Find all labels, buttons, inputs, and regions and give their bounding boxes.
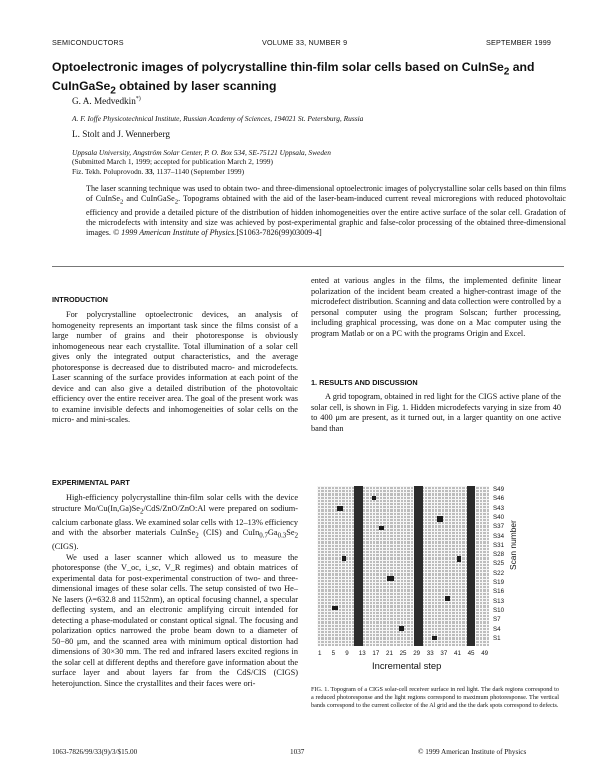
figure-caption: FIG. 1. Topogram of a CIGS solar-cell receiver surface in red light. The dark regions correspond to a reduced photoresponse and the light regions correspond to maximum photoresponse. The vertical bands correspond to the current collector of the Al grid and the the dark spots correspond to defects. bbox=[311, 686, 559, 709]
defect-spot bbox=[332, 606, 338, 610]
experimental-text bbox=[52, 493, 298, 689]
grid-line-horizontal bbox=[317, 544, 489, 545]
x-tick-label: 25 bbox=[399, 650, 407, 657]
y-tick-label: S43 bbox=[493, 504, 505, 512]
y-tick-label: S4 bbox=[493, 625, 501, 633]
affiliation-1: A. F. Ioffe Physicotechnical Institute, Russian Academy of Sciences, 194021 St. Petersburg, Russia bbox=[72, 114, 364, 123]
x-tick-label: 29 bbox=[413, 650, 421, 657]
introduction-heading: INTRODUCTION bbox=[52, 295, 108, 304]
x-tick-label: 21 bbox=[386, 650, 393, 657]
grid-line-horizontal bbox=[317, 569, 489, 570]
defect-spot bbox=[432, 636, 437, 640]
y-tick-label: S25 bbox=[493, 560, 505, 568]
grid-line-horizontal bbox=[317, 582, 489, 583]
affiliation-2: Uppsala University, Angström Solar Center, P. O. Box 534, SE-75121 Uppsala, Sweden bbox=[72, 148, 332, 157]
introduction-text: For polycrystalline optoelectronic devices, an analysis of homogeneity represents an important task since the films consist of a large number of grains and their photoresponse is obviously inhomogeneous near each crystallite. Total illumination of a solar cell gives only the integrated output characteristics, and the average photoresponse is decreased due to distributed macro- and microdefects. Laser scanning of the surface provides information at each point of the device and can also give a detailed distribution of the photovoltaic efficiency over the entire receiver area. The goal of the present work was to examine invisible defects and inhomogeneities of solar cells on the micro- and mini-scales. bbox=[52, 310, 298, 424]
grid-line-horizontal bbox=[317, 633, 489, 634]
grid-line-horizontal bbox=[317, 566, 489, 567]
grid-line-horizontal bbox=[317, 643, 489, 644]
x-tick-label: 13 bbox=[358, 650, 366, 657]
grid-line-horizontal bbox=[317, 624, 489, 625]
y-tick-label: S1 bbox=[493, 634, 501, 642]
abstract-divider bbox=[52, 266, 564, 267]
grid-line-horizontal bbox=[317, 528, 489, 529]
y-tick-label: S49 bbox=[493, 486, 505, 493]
grid-line-horizontal bbox=[317, 492, 489, 493]
grid-line-horizontal bbox=[317, 598, 489, 599]
grid-line-horizontal bbox=[317, 620, 489, 621]
x-tick-label: 5 bbox=[331, 650, 336, 657]
y-tick-label: S46 bbox=[493, 495, 505, 503]
y-tick-label: S22 bbox=[493, 569, 505, 577]
defect-spot bbox=[372, 496, 376, 500]
y-tick-label: S28 bbox=[493, 551, 505, 559]
grid-line-horizontal bbox=[317, 496, 489, 497]
grid-line-horizontal bbox=[317, 601, 489, 602]
grid-line-horizontal bbox=[317, 540, 489, 541]
right-column-continued-text: ented at various angles in the films, the implemented definite linear polarization of the incident beam created a higher-contrast image of the microdefect distribution. Scanning and data collection were controlled by a personal computer using the program Solscan; further processing, including graphical processing, was done on a Mac computer using the program Matlab or on a PC with the programs Origin and Excel. bbox=[311, 276, 561, 338]
grid-line-horizontal bbox=[317, 521, 489, 522]
grid-line-horizontal bbox=[317, 534, 489, 535]
grid-line-horizontal bbox=[317, 576, 489, 577]
footer-issn: 1063-7826/99/33(9)/3/$15.00 bbox=[52, 748, 138, 756]
experimental-paragraph-1: High-efficiency polycrystalline thin-film solar cells with the device structure $Mo/Cu(In,Ga)Se_2/CdS/ZnO/ZnO:Al$ were prepared on sodium-calcium carbonate glass. We examined solar cells with 12–13% efficiency and with the absorber materials CuInSe$_2$ (CIS) and $CuIn_{0.7}Ga_{0.3}Se_2$ (CIGS). bbox=[52, 493, 299, 552]
y-tick-label: S13 bbox=[493, 597, 505, 605]
citation: Fiz. Tekh. Poluprovodn. 33, 1137–1140 (September 1999) bbox=[72, 167, 245, 176]
grid-line-horizontal bbox=[317, 572, 489, 573]
experimental-heading: EXPERIMENTAL PART bbox=[52, 478, 130, 487]
x-tick-label: 9 bbox=[345, 650, 349, 657]
y-tick-label: S19 bbox=[493, 579, 505, 586]
grid-line-horizontal bbox=[317, 489, 489, 490]
volume-number: VOLUME 33, NUMBER 9 bbox=[262, 38, 348, 47]
defect-spot bbox=[379, 526, 384, 530]
defect-spot bbox=[445, 596, 450, 601]
grid-line-horizontal bbox=[317, 547, 489, 548]
y-tick-label: S34 bbox=[493, 532, 505, 540]
collector-band bbox=[414, 486, 423, 646]
grid-line-horizontal bbox=[317, 617, 489, 618]
grid-line-horizontal bbox=[317, 563, 489, 564]
defect-spot bbox=[337, 506, 343, 511]
grid-line-horizontal bbox=[317, 537, 489, 538]
x-axis-title: Incremental step bbox=[372, 660, 442, 671]
grid-line-horizontal bbox=[317, 585, 489, 586]
grid-line-horizontal bbox=[317, 636, 489, 637]
y-tick-label: S37 bbox=[493, 523, 505, 531]
grid-line-horizontal bbox=[317, 592, 489, 593]
paper-title: Optoelectronic images of polycrystalline thin-film solar cells based on CuInSe$_2$ and CuInGaSe$_2$ obtained by laser scanning bbox=[52, 60, 535, 97]
grid-line-horizontal bbox=[317, 608, 489, 609]
x-tick-label: 37 bbox=[440, 650, 448, 657]
x-tick-label: 33 bbox=[426, 650, 434, 657]
author-1: G. A. Medvedkin*) bbox=[72, 96, 141, 107]
grid-line-horizontal bbox=[317, 579, 489, 580]
y-axis-title: Scan number bbox=[508, 520, 518, 570]
grid-line-horizontal bbox=[317, 531, 489, 532]
grid-line-horizontal bbox=[317, 518, 489, 519]
grid-line-horizontal bbox=[317, 614, 489, 615]
grid-line-horizontal bbox=[317, 499, 489, 500]
defect-spot bbox=[387, 576, 394, 581]
x-tick-label: 1 bbox=[318, 650, 322, 657]
results-text: A grid topogram, obtained in red light for the CIGS active plane of the solar cell, is shown in Fig. 1. Hidden microdefects varying in size from 40 to 400 μm are present, as it turned out, in a larger quantity on one active band than bbox=[311, 392, 561, 433]
y-tick-label: S40 bbox=[493, 513, 505, 521]
grid-line-horizontal bbox=[317, 611, 489, 612]
grid-line-horizontal bbox=[317, 550, 489, 551]
defect-spot bbox=[399, 626, 404, 631]
grid-line-horizontal bbox=[317, 502, 489, 503]
collector-band bbox=[354, 486, 363, 646]
submission-dates: (Submitted March 1, 1999; accepted for publication March 2, 1999) bbox=[72, 157, 273, 166]
grid-line-horizontal bbox=[317, 524, 489, 525]
grid-line-horizontal bbox=[317, 512, 489, 513]
x-tick-label: 17 bbox=[372, 650, 380, 657]
y-tick-label: S7 bbox=[493, 616, 501, 624]
grid-line-horizontal bbox=[317, 604, 489, 605]
author-2: L. Stolt and J. Wennerberg bbox=[72, 129, 170, 139]
grid-line-horizontal bbox=[317, 595, 489, 596]
y-tick-label: S16 bbox=[493, 588, 505, 596]
grid-line-horizontal bbox=[317, 588, 489, 589]
abstract: The laser scanning technique was used to obtain two- and three-dimensional optoelectronic images of polycrystalline solar cells based on thin films of CuInSe$_2$ and CuInGaSe$_2$. Topograms obtained with the aid of the laser-beam-induced current reveal microregions with reduced photovoltaic efficiency and provide a detailed picture of the distribution of hidden inhomogeneities over the entire active surface of the solar cell. Gradation of the microdefects with intensity and size was achieved by post-experimental graphic and false-color processing of the obtained three-dimensional images. © 1999 American Institute of Physics.[S1063-7826(99)03009-4] bbox=[86, 184, 567, 237]
defect-spot bbox=[342, 556, 346, 561]
journal-name: SEMICONDUCTORS bbox=[52, 38, 124, 47]
y-tick-label: S31 bbox=[493, 541, 505, 549]
grid-line-horizontal bbox=[317, 486, 489, 487]
defect-spot bbox=[437, 516, 443, 522]
y-tick-label: S10 bbox=[493, 606, 505, 614]
results-heading: 1. RESULTS AND DISCUSSION bbox=[311, 378, 418, 387]
grid-line-horizontal bbox=[317, 515, 489, 516]
issue-date: SEPTEMBER 1999 bbox=[486, 38, 552, 47]
experimental-paragraph-2: We used a laser scanner which allowed us to measure the photoresponse (the V_oc, i_sc, V_R regimes) and obtain matrices of experimental data for post-experimental construction of two- and three-dimensional images of these solar cells. The setup consisted of two He–Ne lasers (λ=632.8 and 1152nm), an optical focusing channel, a specular deflecting system, and an electronic amplifying circuit intended for detecting a phase-modulated or constant optical signal. The focusing and polarization optics narrowed the probe beam down to a diameter of 50−80 μm, and the scanned area with minimum optical distortion had dimensions of 30×30 mm. The red and infrared lasers excited regions in the solar cell at different depths and therefore gave information about the surface layer and about layers far from the CdS/CIS (CIGS) heterojunction. Since the crystallites and their faces were ori- bbox=[52, 552, 298, 688]
topogram-image bbox=[317, 486, 489, 646]
page-number: 1037 bbox=[290, 748, 305, 756]
x-tick-label: 45 bbox=[467, 650, 475, 657]
collector-band bbox=[467, 486, 475, 646]
footer-copyright: © 1999 American Institute of Physics bbox=[418, 748, 527, 756]
x-tick-label: 41 bbox=[454, 650, 461, 657]
grid-line-horizontal bbox=[317, 553, 489, 554]
x-tick-label: 49 bbox=[481, 650, 489, 657]
defect-spot bbox=[457, 556, 461, 562]
grid-line-horizontal bbox=[317, 640, 489, 641]
